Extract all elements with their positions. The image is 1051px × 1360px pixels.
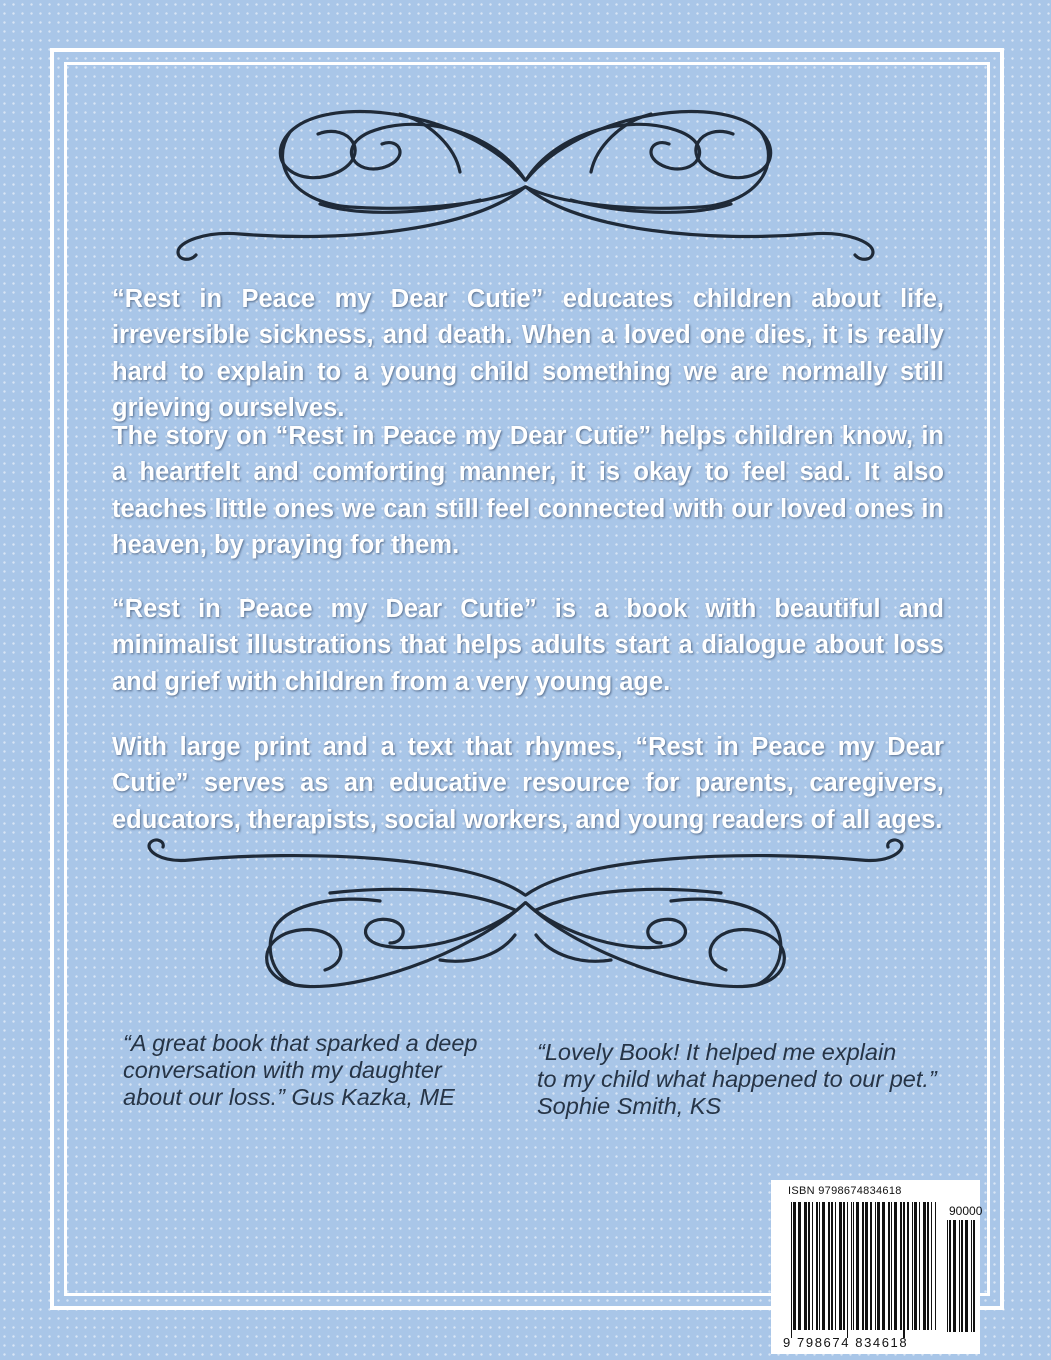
barcode-bar (959, 1220, 960, 1332)
isbn-label: ISBN 9798674834618 (788, 1185, 902, 1197)
barcode-bar (965, 1220, 968, 1332)
isbn-barcode-box (771, 1180, 983, 1354)
top-flourish-right-half (526, 112, 873, 260)
blurb-paragraph-2: The story on “Rest in Peace my Dear Cutie” helps children know, in a heartfelt and comforting manner, it is okay to feel sad. It also teaches little ones we can still feel connected with our loved ones in heaven, by praying for them. (112, 422, 944, 560)
blurb-paragraph-3: “Rest in Peace my Dear Cutie” is a book with beautiful and minimalist illustrations that helps adults start a dialogue about loss and grief with children from a very young age. (112, 595, 944, 696)
barcode-bar (947, 1220, 948, 1332)
barcode-digits: 9 798674 834618 (783, 1335, 909, 1350)
barcode-bar (953, 1220, 956, 1332)
price-addon-barcode (771, 1180, 983, 1354)
price-code-label: 90000 (949, 1204, 983, 1218)
bottom-flourish-left-half (149, 840, 525, 987)
top-flourish-ornament (0, 92, 1051, 262)
barcode-bar (971, 1220, 972, 1332)
barcode-bar (961, 1220, 963, 1332)
barcode-bar (973, 1220, 975, 1332)
barcode-bar (949, 1220, 951, 1332)
bottom-flourish-ornament (0, 835, 1051, 1015)
top-flourish-left-half (178, 112, 525, 260)
testimonial-gus-kazka: “A great book that sparked a deep conversation with my daughter about our loss.” Gus Kazka, ME (123, 1030, 478, 1110)
testimonial-sophie-smith: “Lovely Book! It helped me explain to my child what happened to our pet.” Sophie Smith, KS (537, 1039, 937, 1119)
blurb-paragraph-4: With large print and a text that rhymes, “Rest in Peace my Dear Cutie” serves as an educative resource for parents, caregivers, educators, therapists, social workers, and young readers of all ages. (112, 733, 944, 834)
bottom-flourish-right-half (526, 840, 902, 987)
blurb-paragraph-1: “Rest in Peace my Dear Cutie” educates children about life, irreversible sickness, and death. When a loved one dies, it is really hard to explain to a young child something we are normally still grieving ourselves. (112, 285, 944, 423)
